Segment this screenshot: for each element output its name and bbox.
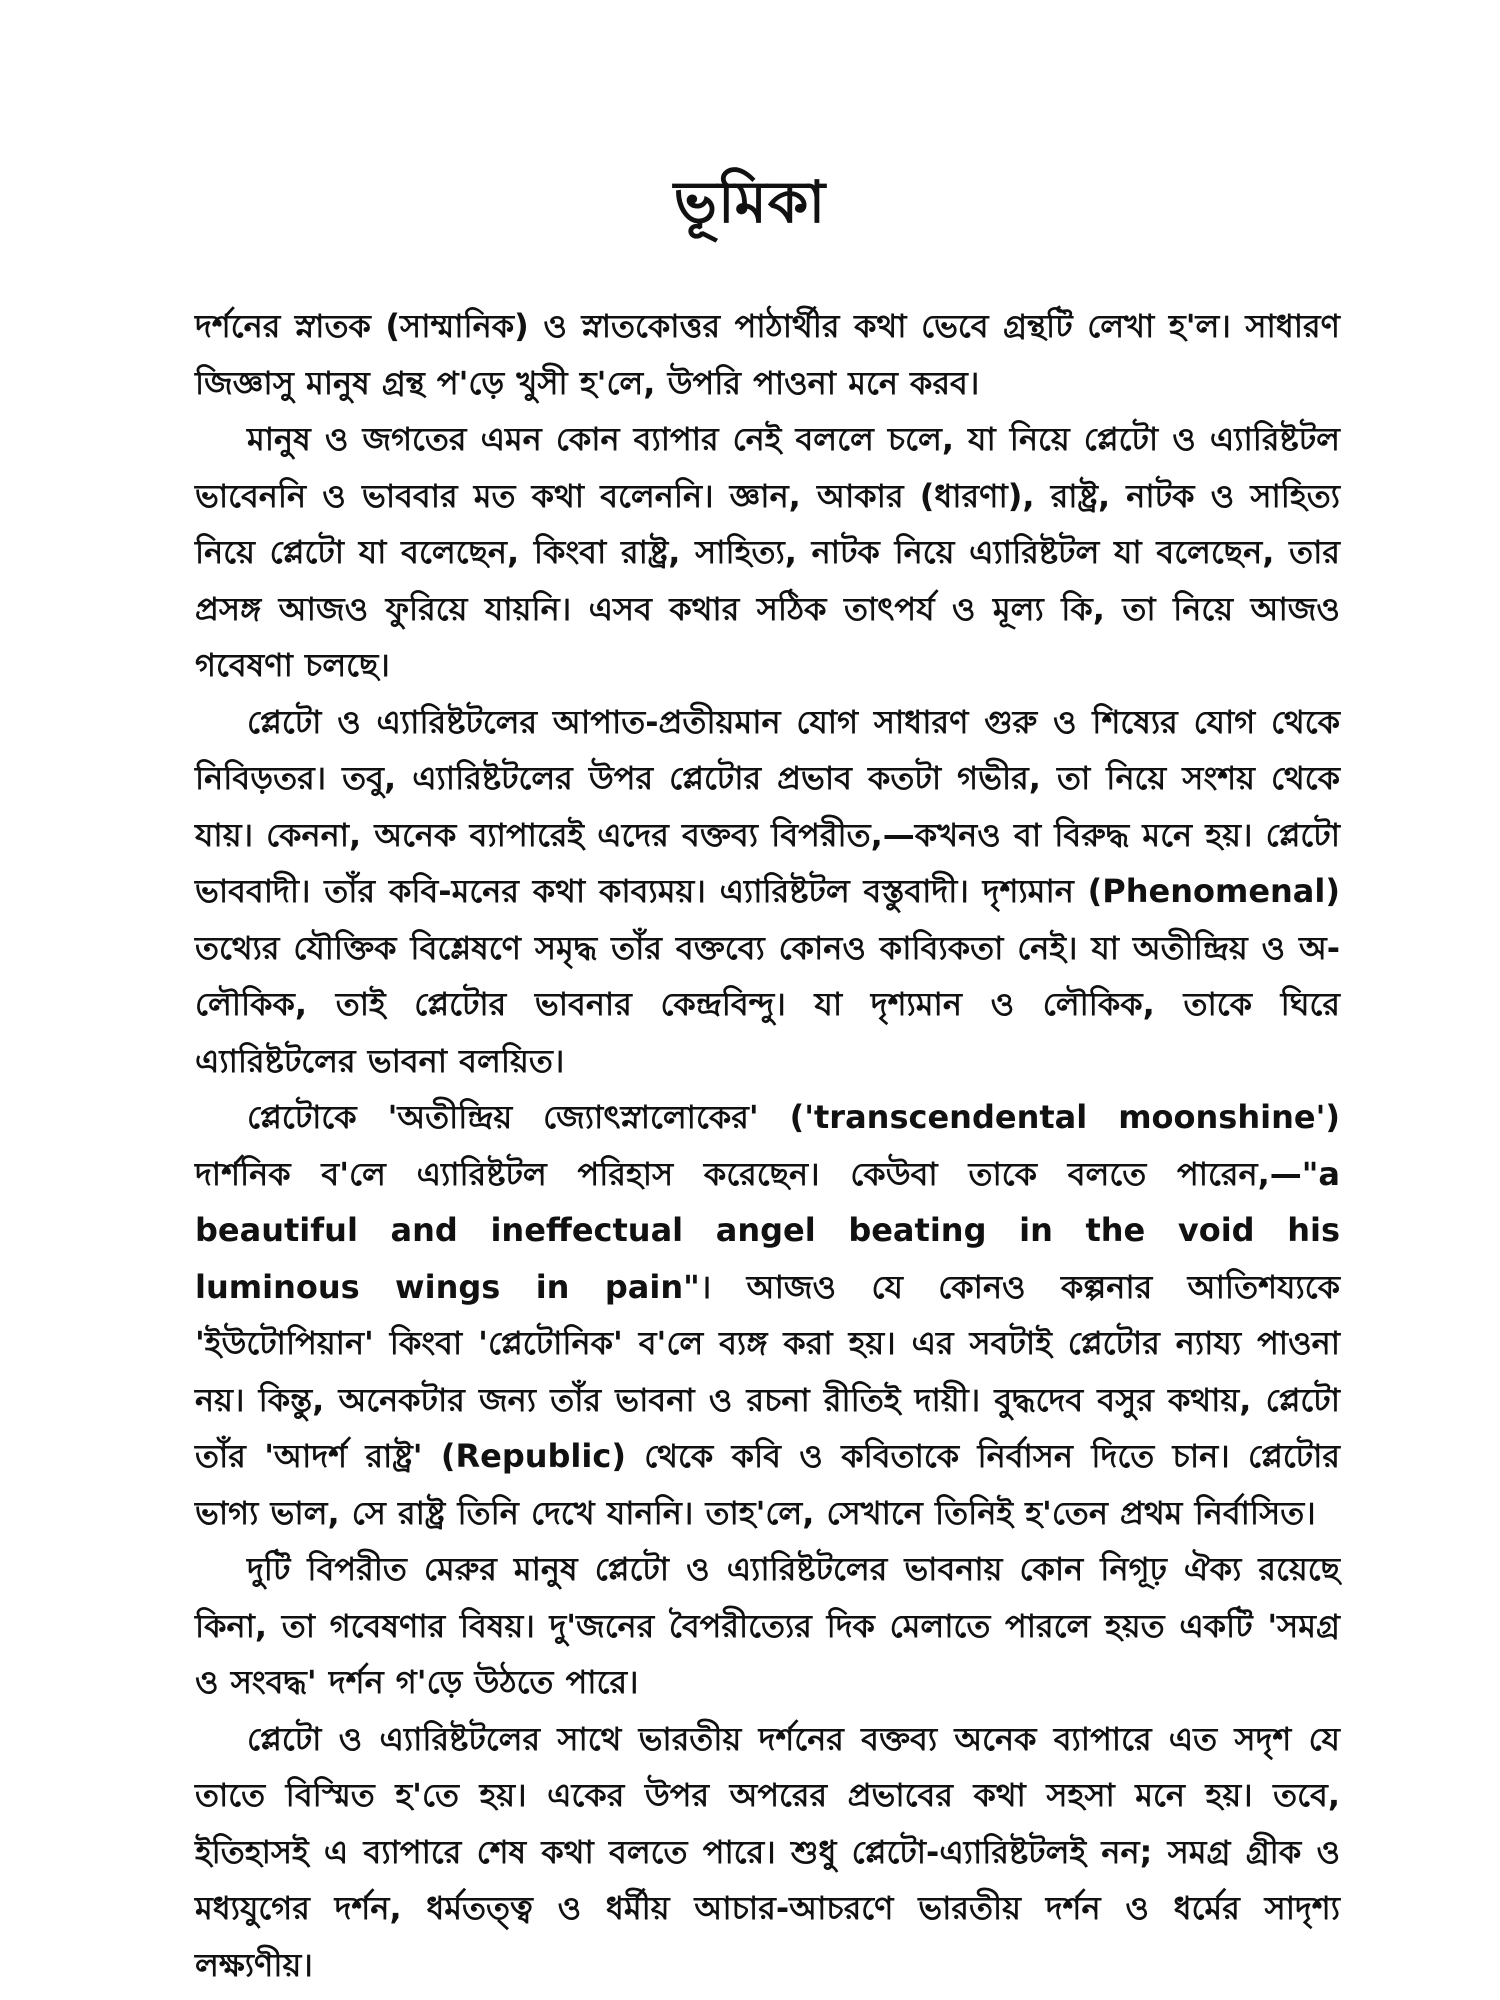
paragraph-4: প্লেটোকে 'অতীন্দ্রিয় জ্যোৎস্নালোকের' ('transcendental moonshine') দার্শনিক ব'লে এ্যারিষ্টটল পরিহাস করেছেন। কেউবা তাকে বলতে পারেন,—"a beautiful and ineffectual angel beating in the void his luminous wings in pain"। আজও যে কোনও কল্পনার আতিশয্যকে 'ইউটোপিয়ান' কিংবা 'প্লেটোনিক' ব'লে ব্যঙ্গ করা হয়। এর সবটাই প্লেটোর ন্যায্য পাওনা নয়। কিন্তু, অনেকটার জন্য তাঁর ভাবনা ও রচনা রীতিই দায়ী। বুদ্ধদেব বসুর কথায়, প্লেটো তাঁর 'আদর্শ রাষ্ট্র' (Republic) থেকে কবি ও কবিতাকে নির্বাসন দিতে চান। প্লেটোর ভাগ্য ভাল, সে রাষ্ট্র তিনি দেখে যাননি। তাহ'লে, সেখানে তিনিই হ'তেন প্রথম নির্বাসিত। <box>195 1098 1340 1532</box>
paragraph-2: মানুষ ও জগতের এমন কোন ব্যাপার নেই বললে চলে, যা নিয়ে প্লেটো ও এ্যারিষ্টটল ভাবেননি ও ভাববার মত কথা বলেননি। জ্ঞান, আকার (ধারণা), রাষ্ট্র, নাটক ও সাহিত্য নিয়ে প্লেটো যা বলেছেন, কিংবা রাষ্ট্র, সাহিত্য, নাটক নিয়ে এ্যারিষ্টটল যা বলেছেন, তার প্রসঙ্গ আজও ফুরিয়ে যায়নি। এসব কথার সঠিক তাৎপর্য ও মূল্য কি, তা নিয়ে আজও গবেষণা চলছে। <box>195 420 1340 684</box>
paragraph-6: প্লেটো ও এ্যারিষ্টটলের সাথে ভারতীয় দর্শনের বক্তব্য অনেক ব্যাপারে এত সদৃশ যে তাতে বিস্মিত হ'তে হয়। একের উপর অপরের প্রভাবের কথা সহসা মনে হয়। তবে, ইতিহাসই এ ব্যাপারে শেষ কথা বলতে পারে। শুধু প্লেটো-এ্যারিষ্টটলই নন; সমগ্র গ্রীক ও মধ্যযুগের দর্শন, ধর্মতত্ত্ব ও ধর্মীয় আচার-আচরণে ভারতীয় দর্শন ও ধর্মের সাদৃশ্য লক্ষ্যণীয়। <box>195 1719 1340 1984</box>
paragraph-1: দর্শনের স্নাতক (সাম্মানিক) ও স্নাতকোত্তর পাঠার্থীর কথা ভেবে গ্রন্থটি লেখা হ'ল। সাধারণ জিজ্ঞাসু মানুষ গ্রন্থ প'ড়ে খুসী হ'লে, উপরি পাওনা মনে করব। <box>195 307 1340 402</box>
page-title: ভূমিকা <box>673 168 827 236</box>
paragraph-3: প্লেটো ও এ্যারিষ্টটলের আপাত-প্রতীয়মান যোগ সাধারণ গুরু ও শিষ্যের যোগ থেকে নিবিড়তর। তবু, এ্যারিষ্টটলের উপর প্লেটোর প্রভাব কতটা গভীর, তা নিয়ে সংশয় থেকে যায়। কেননা, অনেক ব্যাপারেই এদের বক্তব্য বিপরীত,—কখনও বা বিরুদ্ধ মনে হয়। প্লেটো ভাববাদী। তাঁর কবি-মনের কথা কাব্যময়। এ্যারিষ্টটল বস্তুবাদী। দৃশ্যমান (Phenomenal) তথ্যের যৌক্তিক বিশ্লেষণে সমৃদ্ধ তাঁর বক্তব্যে কোনও কাব্যিকতা নেই। যা অতীন্দ্রিয় ও অ-লৌকিক, তাই প্লেটোর ভাবনার কেন্দ্রবিন্দু। যা দৃশ্যমান ও লৌকিক, তাকে ঘিরে এ্যারিষ্টটলের ভাবনা বলয়িত। <box>195 702 1340 1080</box>
preface-body <box>195 298 1340 1993</box>
paragraph-5: দুটি বিপরীত মেরুর মানুষ প্লেটো ও এ্যারিষ্টটলের ভাবনায় কোন নিগূঢ় ঐক্য রয়েছে কিনা, তা গবেষণার বিষয়। দু'জনের বৈপরীত্যের দিক মেলাতে পারলে হয়ত একটি 'সমগ্র ও সংবদ্ধ' দর্শন গ'ড়ে উঠতে পারে। <box>195 1550 1340 1701</box>
